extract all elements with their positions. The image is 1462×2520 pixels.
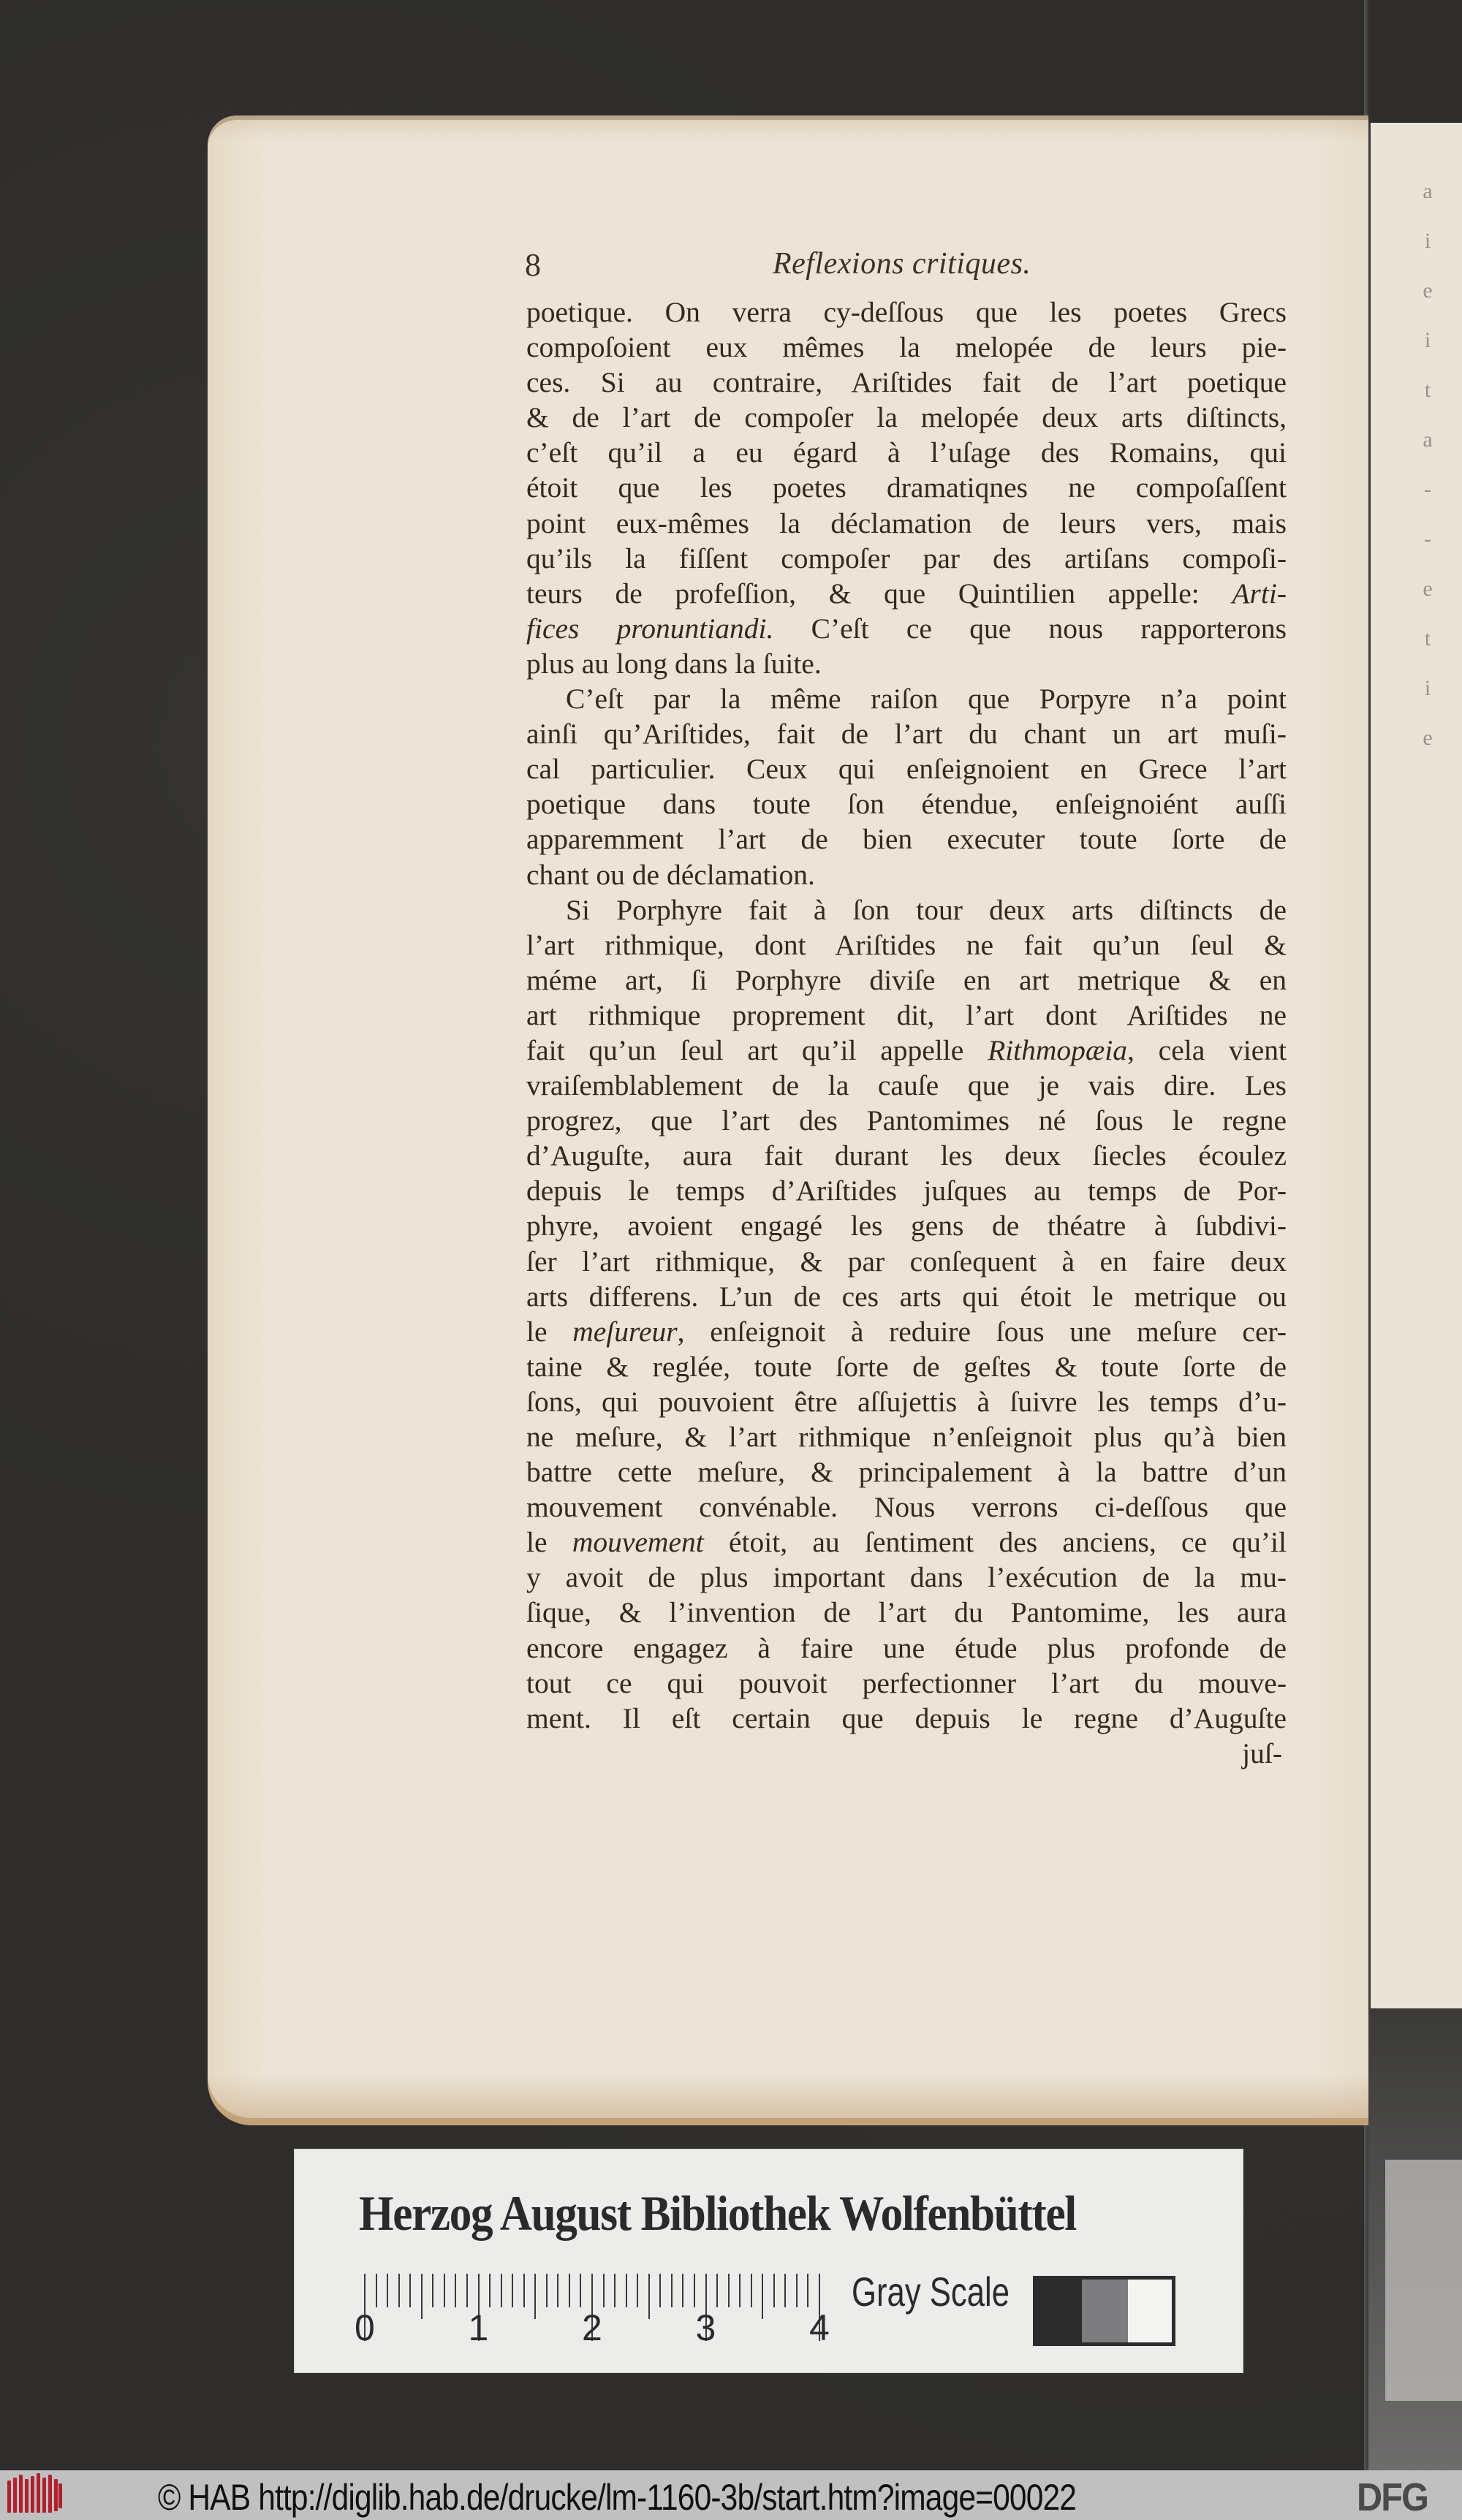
gray-scale-label: Gray Scale [852,2269,1010,2315]
ruler-label: 4 [809,2307,830,2348]
text-line: qu’ils la fiſſent compoſer par des artiſans compoſi- [526,542,1287,574]
binding-line [1368,123,1371,2008]
ruler-tick [796,2274,798,2307]
text-line: C’eſt par la même raiſon que Porpyre n’a point [566,683,1287,716]
facing-color-card [1385,2160,1462,2401]
ruler-tick [637,2274,638,2307]
text-line: poetique. On verra cy-deſſous que les poetes Grecs [526,296,1287,328]
text-line: ainſi qu’Ariſtides, fait de l’art du chant un art muſi- [526,718,1287,751]
ruler-tick [773,2274,775,2307]
text-line: encore engagez à faire une étude plus profonde de [526,1631,1287,1664]
ruler-tick [728,2274,730,2307]
catchword: juſ- [1242,1737,1282,1769]
ruler-tick [409,2274,411,2307]
ruler-tick [716,2274,718,2307]
ruler-tick [398,2274,400,2307]
text-line: méme art, ſi Porphyre diviſe en art metrique & en [526,963,1287,996]
text-line: tout ce qui pouvoit perfectionner l’art du mouve- [526,1666,1287,1699]
ruler-tick [671,2274,673,2307]
text-line: point eux-mêmes la déclamation de leurs vers, mais [526,506,1287,539]
text-line: le mouvement étoit, au ſentiment des anciens, ce qu’il [526,1526,1287,1559]
text-line: ſique, & l’invention de l’art du Pantomime, les aura [526,1596,1287,1629]
running-head [525,243,1300,287]
ruler-tick [466,2274,468,2307]
ruler-label: 3 [695,2307,716,2348]
gray-swatch [1128,2280,1172,2342]
ruler-tick [784,2274,786,2307]
facing-page-ghost-text: a i e i t a - - e t i e [1423,179,1433,750]
text-line: & de l’art de compoſer la melopée deux arts diſtincts, [526,401,1287,434]
text-line: ces. Si au contraire, Ariſtides fait de l’art poetique [526,366,1287,399]
text-line: cal particulier. Ceux qui enſeignoient en Grece l’art [526,753,1287,786]
ruler-tick [501,2274,502,2307]
ruler-tick [444,2274,445,2307]
ruler-tick [580,2274,581,2307]
ruler-tick [694,2274,695,2307]
text-line: Si Porphyre fait à ſon tour deux arts diſtincts de [566,893,1287,926]
ruler-tick [569,2274,570,2307]
ruler-tick [682,2274,683,2307]
text-line: ſons, qui pouvoient être aſſujettis à ſuivre les temps d’u- [526,1385,1287,1418]
ruler-tick [455,2274,456,2307]
text-line: art rithmique proprement dit, l’art dont Ariſtides ne [526,998,1287,1031]
ruler-tick [626,2274,627,2307]
text-line: c’eſt qu’il a eu égard à l’uſage des Romains, qui [526,436,1287,469]
body-text [526,295,1287,1771]
text-line: ne meſure, & l’art rithmique n’enſeignoit plus qu’à bien [526,1421,1287,1453]
color-calibration-card [295,2149,1243,2372]
text-line: arts differens. L’un de ces arts qui étoit le metrique ou [526,1280,1287,1313]
copyright-link[interactable]: © HAB http://diglib.hab.de/drucke/lm-1160-3b/start.htm?image=00022 [158,2477,1077,2518]
text-line: vraiſemblablement de la cauſe que je vais dire. Les [526,1069,1287,1102]
gray-scale-swatches [1033,2276,1175,2346]
dfg-logo-icon: DFG [1357,2475,1428,2519]
text-line: plus au long dans la ſuite. [526,647,822,680]
text-line: étoit que les poetes dramatiqnes ne compoſaſſent [526,471,1287,504]
running-title: Reflexions critiques. [773,247,1031,281]
text-line: teurs de profeſſion, & que Quintilien appelle: Arti- [526,577,1287,610]
ruler-tick [739,2274,741,2307]
ruler-tick [512,2274,513,2307]
ruler-tick [489,2274,491,2307]
ruler-tick [751,2274,752,2307]
ruler-tick [659,2274,661,2307]
text-line: battre cette meſure, & principalement à la battre d’un [526,1456,1287,1489]
ruler-label: 1 [468,2307,489,2348]
page-number: 8 [525,247,541,283]
ruler-tick [376,2274,377,2307]
ruler-tick [614,2274,616,2307]
ruler-tick [523,2274,525,2307]
book-page [208,115,1368,2125]
ruler-tick [546,2274,548,2307]
text-line: progrez, que l’art des Pantomimes né ſous le regne [526,1104,1287,1137]
ruler-label: 0 [355,2307,375,2348]
ruler-tick [387,2274,388,2307]
text-line: l’art rithmique, dont Ariſtides ne fait qu’un ſeul & [526,928,1287,961]
text-line: mouvement convénable. Nous verrons ci-deſſous que [526,1491,1287,1524]
text-line: fait qu’un ſeul art qu’il appelle Rithmopæia, cela vient [526,1033,1287,1066]
ruler-tick [807,2274,808,2307]
text-line: chant ou de déclamation. [526,858,815,891]
text-line: poetique dans toute ſon étendue, enſeignoiént auſſi [526,788,1287,821]
text-line: taine & reglée, toute ſorte de geſtes & toute ſorte de [526,1350,1287,1383]
text-line: le meſureur, enſeignoit à reduire ſous une meſure cer- [526,1315,1287,1348]
ruler-tick [557,2274,558,2307]
ruler-label: 2 [582,2307,602,2348]
text-line: fices pronuntiandi. C’eſt ce que nous rapporterons [526,612,1287,645]
gray-swatch [1082,2280,1128,2342]
gray-swatch [1033,2280,1082,2342]
text-line: y avoit de plus important dans l’exécution de la mu- [526,1561,1287,1594]
text-line: d’Auguſte, aura fait durant les deux ſiecles écoulez [526,1139,1287,1172]
text-line: depuis le temps d’Ariſtides juſques au temps de Por- [526,1174,1287,1207]
text-line: apparemment l’art de bien executer toute ſorte de [526,823,1287,856]
institution-name: Herzog August Bibliothek Wolfenbüttel [359,2185,1076,2241]
hab-logo-icon [6,2473,63,2517]
ruler-tick [603,2274,605,2307]
ruler-tick [432,2274,433,2307]
text-line: phyre, avoient engagé les gens de théatre à ſubdivi- [526,1210,1287,1242]
ruler-labels [353,2307,865,2350]
text-line: ment. Il eſt certain que depuis le regne d’Auguſte [526,1701,1287,1734]
facing-page-fragment [1368,123,1462,2008]
footer-bar [0,2470,1462,2520]
text-line: compoſoient eux mêmes la melopée de leurs pie- [526,331,1287,364]
text-line: ſer l’art rithmique, & par conſequent à en faire deux [526,1245,1287,1278]
